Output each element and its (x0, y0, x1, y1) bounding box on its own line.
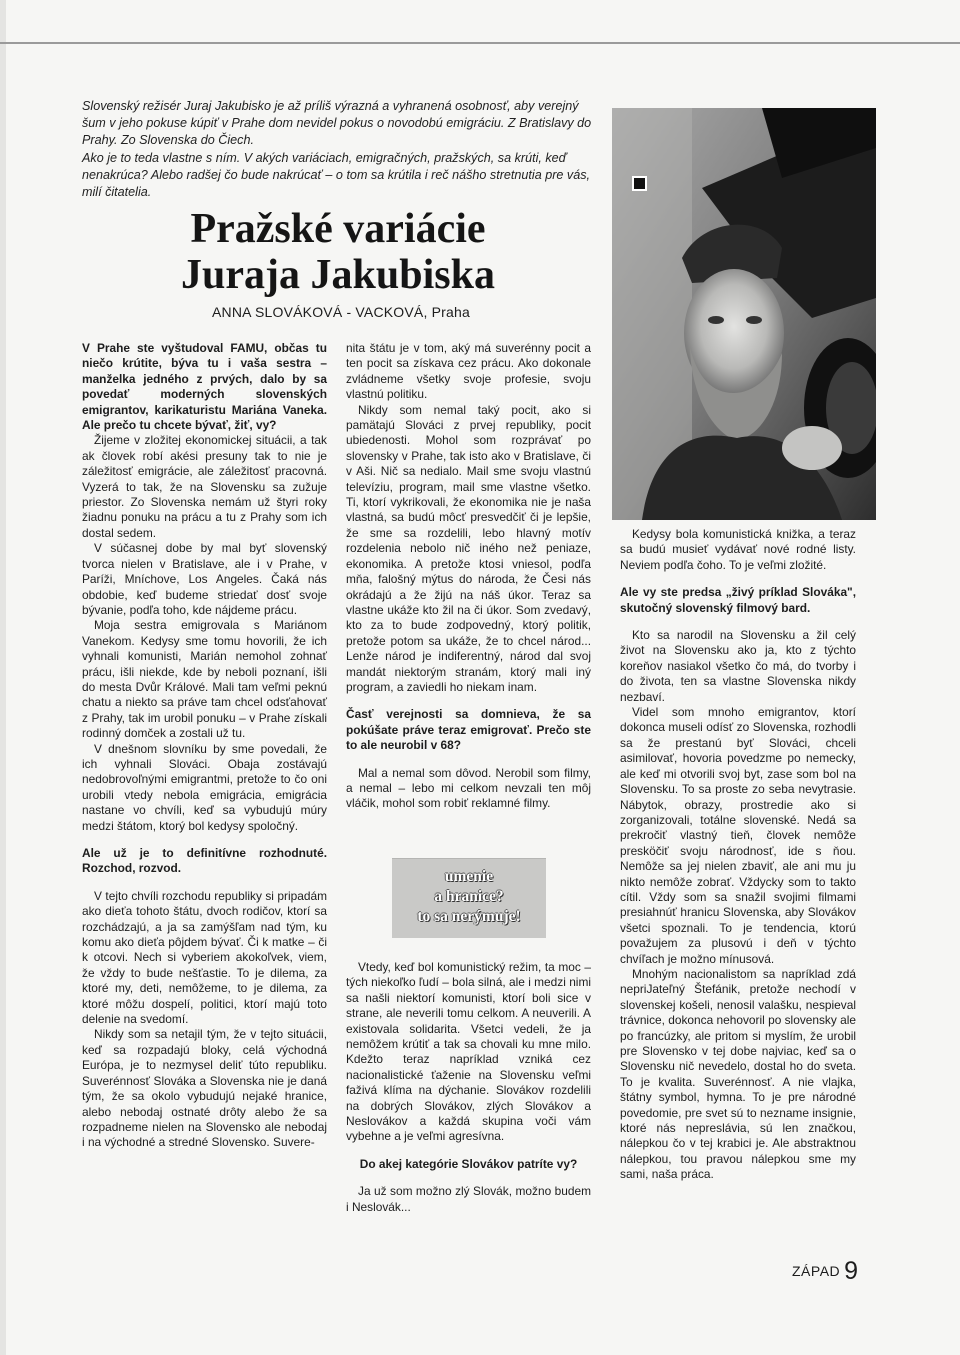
portrait-photo (612, 108, 876, 520)
body-paragraph: Moja sestra emigrovala s Mariánom Vanekom. Kedysy sme tomu hovorili, že ich vyhnali komunisti, Marián nemohol zohnať prácu, išli niekde, kde by neboli poznaní, išli do mesta Dvůr Králové. Mali tam veľmi peknú chatu a niekto sa práve tam chcel odsťahovať z Prahy, tak im urobil ponuku – v Prahe získali rodinný domček a zostali už tu. (82, 618, 327, 741)
column-2 (346, 341, 591, 812)
body-paragraph: Kedysy bola komunistická knižka, a teraz sa budú musieť vydávať nové rodné listy. Neviem podľa čoho. To je veľmi zložité. (620, 527, 856, 572)
page-footer (792, 1257, 862, 1286)
promo-line-3: to sa nerýmuje! (417, 908, 521, 925)
promo-line-2: a hranice? (434, 888, 504, 905)
body-paragraph: Nikdy som sa netajil tým, že v tejto situácii, keď sa rozpadajú bloky, celá východná Európa, je to nezmysel deliť túto republiku. Suverénnosť Slováka a Slovenska nie je daná tým, že sa okolo vybudujú nejaké hranice, alebo nebodaj ostnaté drôty alebo že sa rozpadneme nielen na Slovensko ale nebodaj i na východné a stredné Slovensko. Suvere- (82, 1027, 327, 1150)
body-paragraph: V súčasnej dobe by mal byť slovenský tvorca nielen v Bratislave, ale i v Prahe, v Paríži, Mníchove, Los Angeles. Čaká nás obdobie, keď budeme striedať dosť svoje bývanie, podľa toho, kde nájdeme prácu. (82, 541, 327, 617)
question-paragraph: V Prahe ste vyštudoval FAMU, občas tu niečo krútite, býva tu i vaša sestra – manželka jedného z prvých, dalo by sa povedať moderných slovenských emigrantov, karikaturistu Mariána Vaneka. Ale prečo tu chcete bývať, žiť, vy? (82, 341, 327, 433)
lead-line-1: Slovenský režisér Juraj Jakubisko je až príliš výrazná a vyhranená osobnosť, aby verejný šum v jeho pokuse kúpiť v Prahe dom nevidel pokus o novodobú emigráciu. Z Bratislavy do Prahy. Zo Slovenska do Čiech. (82, 99, 592, 148)
title-line-1: Pražské variácie (190, 206, 486, 252)
body-paragraph: Mal a nemal som dôvod. Nerobil som filmy, a nemal – lebo mi celkom nevzali ten môj vláčik, mohol som robiť reklamné filmy. (346, 765, 591, 811)
body-paragraph: V dnešnom slovníku by sme povedali, že ich vyhnali Slováci. Obaja zostávajú nedobrovoľnými emigrantmi, pretože to čo oni urobili vtedy nebola emigrácia, emigrácia nastane vo chvíli, keď sa vybudujú múry medzi štátom, ktorý bol kedysy spoločný. (82, 741, 327, 833)
question-paragraph: Do akej kategórie Slovákov patríte vy? (359, 1156, 578, 1171)
body-paragraph: Videl som mnoho emigrantov, ktorí dokonca museli odísť zo Slovenska, rozhodli sa že prestanú byť Slováci, chceli asimilovať, hovoria povedzme po nemecky, ale keď mi otvorili svoj byt, zase som bol na Slovensku. To sa proste zo seba nevytrasie. Nábytok, obrazy, prostredie ako si zorganizovali, totálne slovenské. Nedá sa prekročiť vlastný tieň, človek nemôže presköčiť svoju národnosť, ide s ňou. Nemôže sa jej nielen zbaviť, ale ani mu ju nikto nemôže zobrať. Vždycky som to takto cítil. Vždy som sa snažil svojimi filmami presiahnúť hranicu Slovenska, aby Slovákov všetci spoznali. To je tendencia, ktorú považujem za plusovú i deň v týchto chvíľach je možno mínusová. (620, 705, 856, 966)
column-2-continued (346, 960, 591, 1215)
page-number: 9 (844, 1257, 859, 1285)
question-paragraph: Ale vy ste predsa „živý príklad Slováka", skutočný slovenský filmový bard. (620, 585, 856, 615)
lead-line-2: Ako je to teda vlastne s ním. V akých variáciach, emigračných, pražských, sa krúti, keď nenakrúca? Alebo radšej čo bude nakrúcať – o tom sa krútila i reč nášho stretnutia pre vás, milí čitatelia. (82, 150, 591, 200)
page-edge-shadow (0, 0, 6, 1355)
top-rule (0, 42, 960, 44)
byline: ANNA SLOVÁKOVÁ - VACKOVÁ, Praha (211, 304, 471, 320)
photo-corner-marker (632, 176, 647, 191)
body-paragraph: V tejto chvíli rozchodu republiky si pripadám ako dieťa tohoto štátu, dvoch rodičov, ktorí sa rozchádzajú, a ja sa zamýšľam nad tým, ku komu ako dieťa pôjdem bývať. Či k matke – či k otcovi. Nech si vyberiem akokoľvek, viem, že vždy to bude nešťastie. To je dilema, za ktoré my, deti, nemôžeme, to je dilema, za ktoré môžu dospelí, politici, ktorí majú toto delenie na svedomí. (82, 888, 327, 1027)
body-paragraph: Ja už som možno zlý Slovák, možno budem i Neslovák... (346, 1184, 591, 1214)
film-camera-portrait-icon (612, 108, 876, 520)
column-3 (620, 527, 856, 1183)
promo-line-1: umenie (444, 868, 494, 885)
body-paragraph: nita štátu je v tom, aký má suverénny pocit a ten pocit sa získava cez prácu. Ako dokonale zvládneme všetky svoje profesie, svoju vlastnú politiku. (346, 341, 591, 402)
promo-box (392, 858, 546, 938)
body-paragraph: Mnohým nacionalistom sa napríklad zdá nepriJateľný Štefánik, pretože nechodí v slovenskej košeli, nenosil valašku, nespieval trávnice, dokonca nehovoril po slovensky ale po francúzky, ale pritom si myslím, že urobil pre Slovensko v tej dobe najviac, keď sa o Slovensku nič nevedelo, dostal ho do sveta. To je kvalita. Suverénnosť. A nie vlajka, štátny symbol, hymna. To je pre národné povedomie, pre svet sú to nezname insignie, ktoré nás nepreslávia, sú len značkou, nálepkou čo v tej krabici je. Ale abstraktnou nálepkou, tou pravou nálepkou sme my sami, naša práca. (620, 966, 856, 1182)
body-paragraph: Žijeme v zložitej ekonomickej situácii, a tak ak človek robí akési presuny tak to nie je záležitosť emigrácie, ale záležitosť pracovná. Vyzerá to tak, že na Slovensku sa zužuje priestor. Zo Slovenska nemám už štyri roky žiadnu ponuku na prácu a tu z Prahy som ich dostal sedem. (82, 433, 327, 540)
column-1 (82, 341, 327, 1151)
lead-paragraph (82, 98, 602, 201)
body-paragraph: Nikdy som nemal taký pocit, ako si pamätajú Slováci z prvej republiky, pocit ubiedenosti. Mohol som rozprávať po slovensky v Prahe, tak isto ako v Bratislave, či v Aši. Nič sa nedialo. Mail sme svoju vlastnú televíziu, program, mail sme vlastne všetko. Ti, ktorí vykrikovali, že ekonomika nie je naša vlastná, sa budú môcť presvedčiť či je lepšie, že sme sa rozdelili, lebo hlavný motív rozdelenia nebolo nič iného než peniaze, ekonomika. A pretože ktosi vniesol, podľa mňa, falošný mýtus do národa, že Česi nás okrádajú a že žijú na náš úkor. Teraz sa vlastne ukáže kto žil na či úkor. Som zvedavý, kto za to bude zodpovedný, ktorý politik, pretože potom sa ukáže, že to chcel národ... Lenže národ je indiferentný, národ dal svoj mandát niektorým stranám, ktorý mali iný program, a zaviedli ho niekam inam. (346, 402, 591, 694)
question-paragraph: Ale už je to definitívne rozhodnuté. Rozchod, rozvod. (82, 846, 327, 876)
question-paragraph: Časť verejnosti sa domnieva, že sa pokúšate práve teraz emigrovať. Prečo ste to ale neurobil v 68? (346, 707, 591, 753)
body-paragraph: Kto sa narodil na Slovensku a žil celý život na Slovensku ako ja, kto z týchto koreňov nasiakol všetko čo má, do tvorby i do života, ten sa vlastne Slovenska nikdy nezbaví. (620, 628, 856, 704)
article-title (178, 206, 498, 298)
body-paragraph: Vtedy, keď bol komunistický režim, ta moc – tých niekoľko ľudí – bola silná, ale i medzi nimi sa našli niektorí komunisti, ktorí boli sice v strane, ale neverili tomu celkom. A neuverili. A existovala solidarita. Všetci vedeli, že ja nemôžem krútiť a tak sa chovali ku mne milo. Kdežto teraz napríklad vzniká cez nacionalistické ťaženie na Slovensku veľmi faživá klíma na dýchanie. Slovákov rozdelili na dobrých Slovákov, zlých Slovákov a Neslovákov a každá skupina voči vám vybehne a je veľmi agresívna. (346, 960, 591, 1144)
section-name: ZÁPAD (792, 1263, 841, 1279)
title-line-2: Juraja Jakubiska (181, 252, 495, 298)
